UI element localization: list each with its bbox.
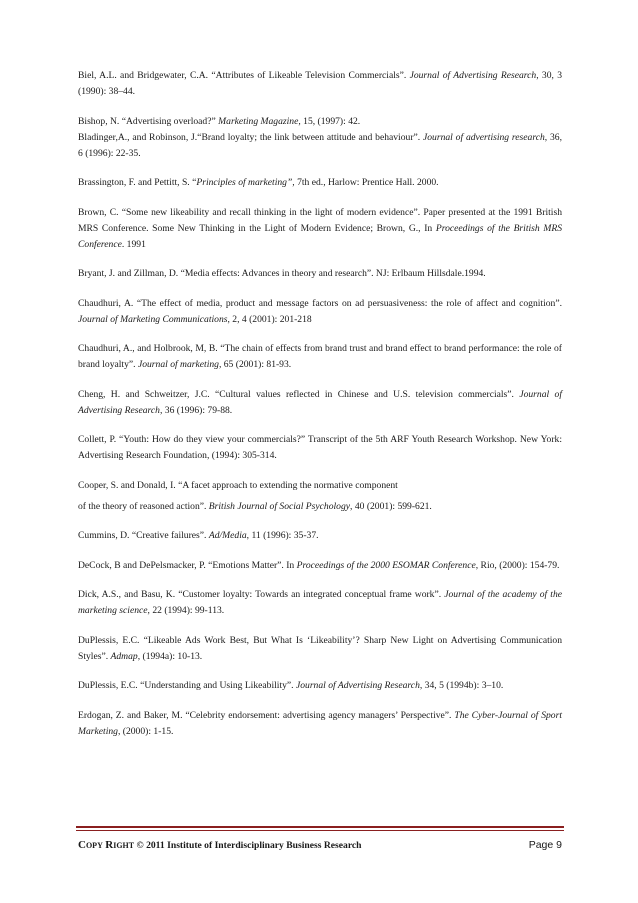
reference-entry	[78, 432, 562, 464]
reference-entry	[78, 387, 562, 419]
reference-text: , 34, 5 (1994b): 3–10.	[419, 680, 504, 691]
reference-text: , Rio, (2000): 154-79.	[475, 559, 560, 571]
reference-text: , 40 (2001): 599-621.	[350, 500, 432, 512]
reference-entry	[78, 341, 562, 373]
page-number: Page 9	[528, 839, 562, 851]
reference-source-title: British Journal of Social Psychology	[208, 500, 351, 512]
reference-text: , 22 (1994): 99-113.	[147, 605, 225, 616]
reference-text: of the theory of reasoned action”.	[78, 500, 209, 512]
reference-text: , 2, 4 (2001): 201-218	[227, 313, 312, 325]
reference-entry	[78, 528, 562, 544]
reference-source-title: Proceedings of the British MRS Conference	[78, 222, 562, 250]
reference-source-title: Ad/Media	[208, 530, 247, 541]
reference-text: Bladinger,A., and Robinson, J.“Brand loyalty; the link between attitude and behaviour”.	[78, 131, 423, 143]
reference-entry	[78, 130, 562, 162]
reference-source-title: Journal of the academy of the marketing science	[78, 589, 562, 616]
reference-text: , (1994a): 10-13.	[137, 650, 203, 662]
reference-source-title: Marketing Magazine	[218, 115, 299, 127]
reference-source-title: The Cyber-Journal of Sport Marketing	[78, 709, 563, 737]
reference-text: Chaudhuri, A., and Holbrook, M, B. “The chain of effects from brand trust and brand effect to brand performance: the role of brand loyalty”.	[78, 343, 562, 370]
reference-entry	[78, 678, 562, 694]
reference-text: DuPlessis, E.C. “Likeable Ads Work Best, But What Is ‘Likeability’? Sharp New Light on Advertising Communication Styles”.	[78, 634, 562, 662]
reference-text: , (2000): 1-15.	[117, 725, 174, 737]
reference-entry	[78, 114, 562, 130]
reference-text: Erdogan, Z. and Baker, M. “Celebrity endorsement: advertising agency managers’ Perspective”.	[78, 709, 455, 721]
reference-text: 65 (2001): 81-93.	[221, 359, 292, 370]
reference-entry	[78, 266, 562, 282]
reference-text: Bishop, N. “Advertising overload?”	[78, 115, 219, 127]
reference-entry	[78, 587, 562, 619]
reference-source-title: Journal of Advertising Research	[409, 70, 537, 81]
reference-text: 7th ed., Harlow: Prentice Hall. 2000.	[294, 177, 439, 188]
reference-text: Brassington, F. and Pettitt, S. “	[78, 177, 197, 188]
reference-source-title: Journal of Advertising Research	[295, 680, 420, 691]
reference-text: , 15, (1997): 42.	[298, 115, 361, 127]
reference-entry	[78, 175, 562, 191]
reference-text: Brown, C. “Some new likeability and recall thinking in the light of modern evidence”. Paper presented at the 1991 British MRS Conference. Some New Thinking in the Light of Modern Evidence; Brown, G., In	[78, 206, 562, 234]
reference-source-title: Journal of advertising research	[423, 131, 545, 143]
reference-list	[78, 68, 562, 740]
reference-entry	[78, 558, 562, 574]
footer-divider-thin	[76, 830, 564, 831]
reference-entry	[78, 296, 562, 328]
reference-text: , 36, 6 (1996): 22-35.	[78, 131, 563, 159]
reference-text: DuPlessis, E.C. “Understanding and Using Likeability”.	[78, 680, 296, 691]
reference-text: , 11 (1996): 35-37.	[246, 530, 319, 541]
reference-text: . 1991	[121, 238, 146, 250]
reference-text: , 30, 3 (1990): 38–44.	[78, 70, 562, 97]
reference-entry	[78, 68, 562, 100]
reference-text: DeCock, B and DePelsmacker, P. “Emotions Matter”. In	[78, 559, 297, 571]
copyright-notice: COPY RIGHT © 2011 Institute of Interdisciplinary Business Research	[78, 839, 362, 851]
reference-text: Chaudhuri, A. “The effect of media, product and message factors on ad persuasiveness: the role of affect and cognition”.	[78, 297, 562, 309]
reference-text: Cooper, S. and Donald, I. “A facet approach to extending the normative component	[78, 479, 398, 491]
reference-source-title: Journal of marketing,	[137, 359, 222, 370]
reference-entry	[78, 708, 562, 740]
reference-source-title: Proceedings of the 2000 ESOMAR Conference	[296, 559, 476, 571]
reference-text: Biel, A.L. and Bridgewater, C.A. “Attributes of Likeable Television Commercials”.	[78, 70, 410, 81]
footer-divider	[76, 826, 564, 828]
reference-source-title: Journal of Advertising Research,	[78, 388, 563, 416]
reference-entry	[78, 499, 562, 515]
reference-source-title: Admap	[110, 650, 138, 662]
reference-text: Collett, P. “Youth: How do they view your commercials?” Transcript of the 5th ARF Youth Research Workshop. New York: Advertising Research Foundation, (1994): 305-314.	[78, 434, 562, 461]
reference-text: Dick, A.S., and Basu, K. “Customer loyalty: Towards an integrated conceptual frame work”.	[78, 589, 445, 600]
reference-entry	[78, 205, 562, 253]
reference-source-title: Principles of marketing”,	[196, 177, 295, 188]
reference-text: Cheng, H. and Schweitzer, J.C. “Cultural values reflected in Chinese and U.S. television commercials”.	[78, 388, 520, 400]
reference-text: Bryant, J. and Zillman, D. “Media effects: Advances in theory and research”. NJ: Erlbaum Hillsdale.1994.	[78, 268, 486, 279]
reference-text: 36 (1996): 79-88.	[162, 404, 233, 416]
reference-text: Cummins, D. “Creative failures”.	[78, 530, 209, 541]
reference-entry	[78, 633, 562, 665]
reference-entry	[78, 478, 562, 494]
reference-source-title: Journal of Marketing Communications	[78, 313, 228, 325]
